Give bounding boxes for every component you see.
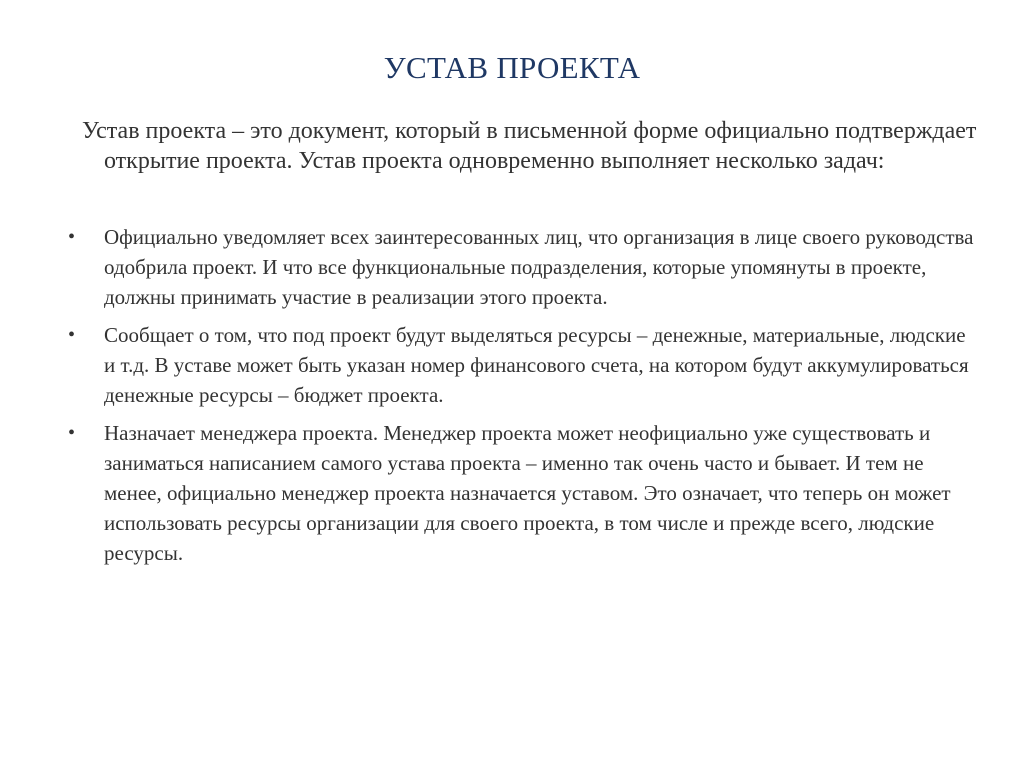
bullet-text: Назначает менеджера проекта. Менеджер проекта может неофициально уже существовать и заниматься написанием самого устава проекта – именно так очень часто и бывает. И тем не менее, официально менеджер проекта назначается уставом. Это означает, что теперь он может использовать ресурсы организации для своего проекта, в том числе и прежде всего, людские ресурсы.	[104, 421, 951, 565]
bullet-text: Официально уведомляет всех заинтересованных лиц, что организация в лице своего руководства одобрила проект. И что все функциональные подразделения, которые упомянуты в проекте, должны принимать участие в реализации этого проекта.	[104, 225, 974, 309]
intro-paragraph: Устав проекта – это документ, который в письменной форме официально подтверждает открытие проекта. Устав проекта одновременно выполняет несколько задач:	[82, 118, 977, 174]
bullet-icon: •	[68, 324, 76, 346]
bullet-item	[0, 222, 974, 312]
bullet-text: Сообщает о том, что под проект будут выделяться ресурсы – денежные, материальные, людские и т.д. В уставе может быть указан номер финансового счета, на котором будут аккумулироваться денежные ресурсы – бюджет проекта.	[104, 323, 969, 407]
bullet-item	[0, 320, 974, 410]
slide-title: УСТАВ ПРОЕКТА	[383, 50, 641, 85]
bullet-icon: •	[68, 422, 76, 444]
bullet-icon: •	[68, 226, 76, 248]
bullet-list	[0, 222, 1024, 576]
bullet-item	[0, 418, 974, 568]
